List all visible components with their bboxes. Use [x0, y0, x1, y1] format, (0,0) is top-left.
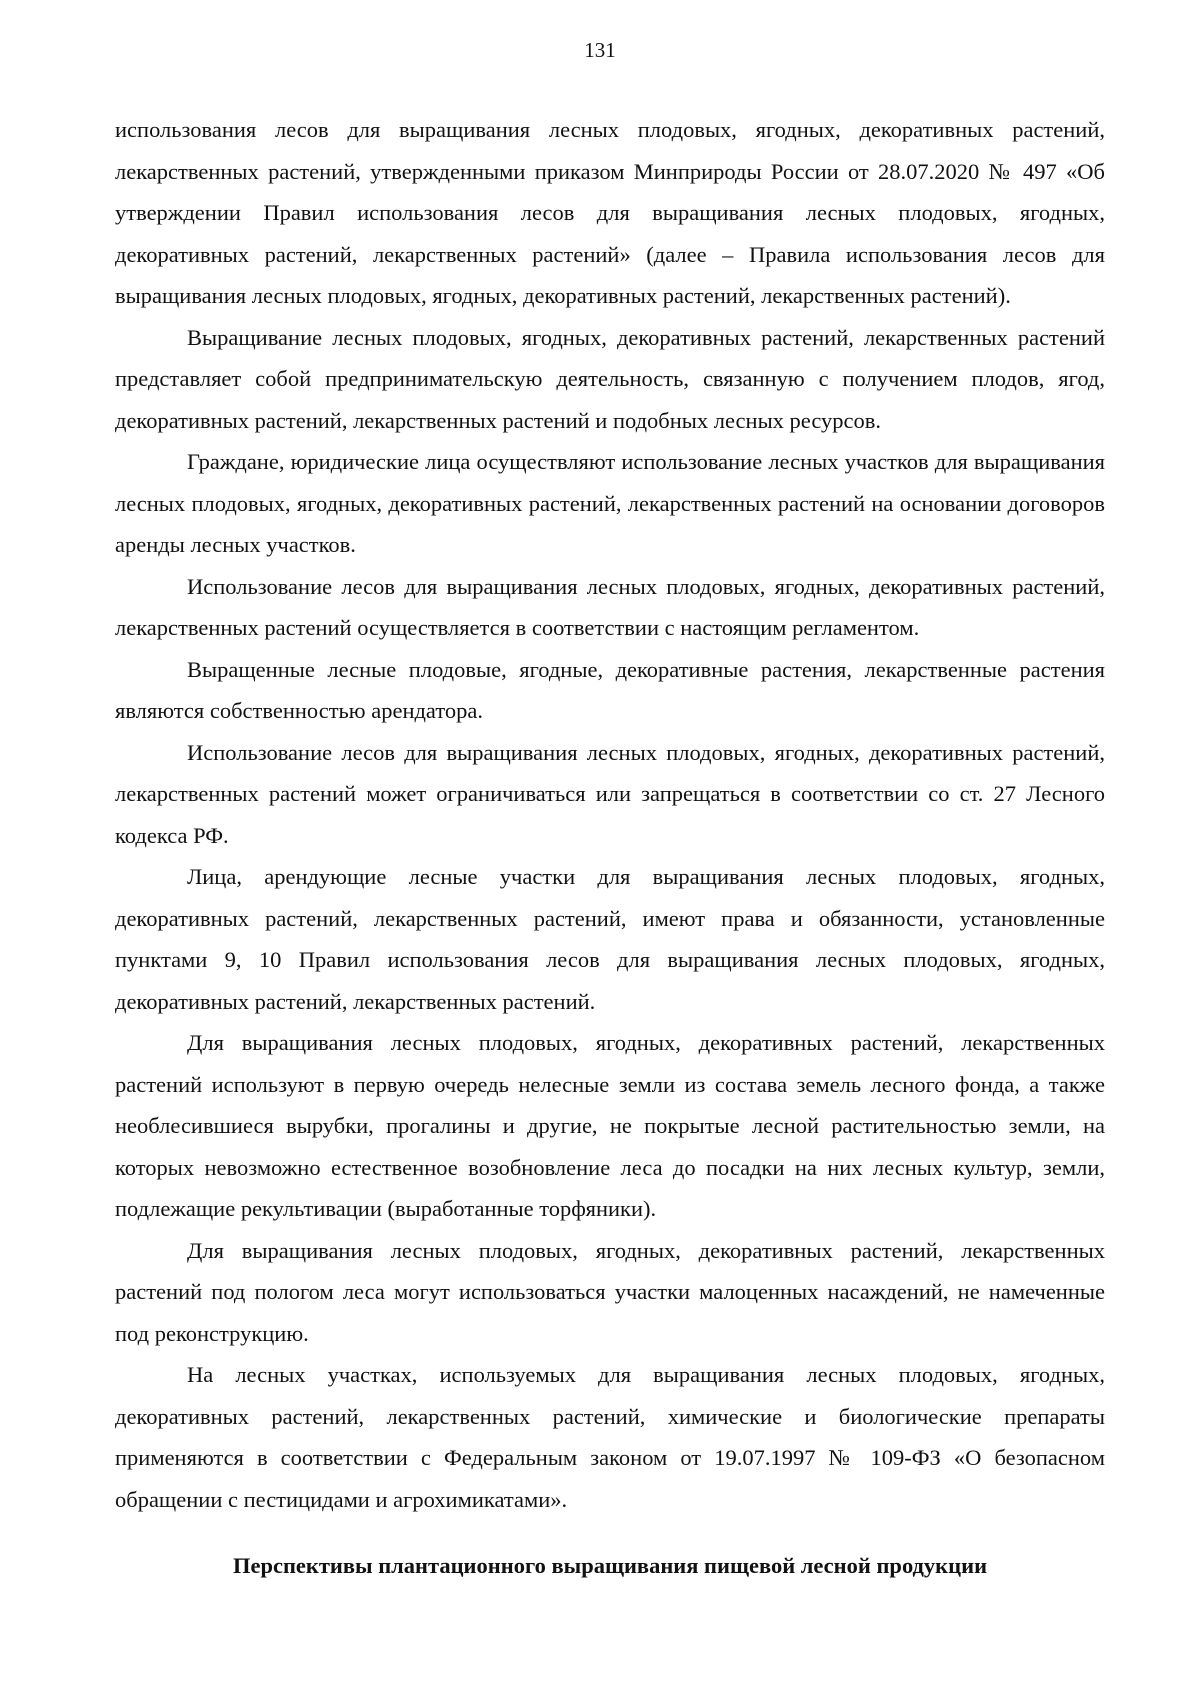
- page-number: 131: [584, 38, 616, 62]
- paragraph: Для выращивания лесных плодовых, ягодных, декоративных растений, лекарственных растений под пологом леса могут использоваться участки малоценных насаждений, не намеченные под реконструкцию.: [115, 1237, 1105, 1346]
- paragraph: Использование лесов для выращивания лесных плодовых, ягодных, декоративных растений, лекарственных растений может ограничиваться или запрещаться в соответствии со ст. 27 Лесного кодекса РФ.: [115, 739, 1105, 848]
- paragraph: Использование лесов для выращивания лесных плодовых, ягодных, декоративных растений, лекарственных растений осуществляется в соответствии с настоящим регламентом.: [115, 573, 1105, 640]
- paragraph: Для выращивания лесных плодовых, ягодных, декоративных растений, лекарственных растений используют в первую очередь нелесные земли из состава земель лесного фонда, а также необлесившиеся вырубки, прогалины и другие, не покрытые лесной растительностью земли, на которых невозможно естественное возобновление леса до посадки на них лесных культур, земли, подлежащие рекультивации (выработанные торфяники).: [115, 1030, 1105, 1221]
- paragraph-continuation: использования лесов для выращивания лесных плодовых, ягодных, декоративных растений, лекарственных растений, утвержденными приказом Минприроды России от 28.07.2020 № 497 «Об утверждении Правил использования лесов для выращивания лесных плодовых, ягодных, декоративных растений, лекарственных растений» (далее – Правила использования лесов для выращивания лесных плодовых, ягодных, декоративных растений, лекарственных растений).: [115, 117, 1105, 308]
- paragraph: Граждане, юридические лица осуществляют использование лесных участков для выращивания лесных плодовых, ягодных, декоративных растений, лекарственных растений на основании договоров аренды лесных участков.: [115, 449, 1105, 557]
- paragraph: Выращивание лесных плодовых, ягодных, декоративных растений, лекарственных растений представляет собой предпринимательскую деятельность, связанную с получением плодов, ягод, декоративных растений, лекарственных растений и подобных лесных ресурсов.: [115, 324, 1105, 433]
- document-body: [115, 109, 1105, 1587]
- section-heading: Перспективы плантационного выращивания пищевой лесной продукции: [232, 1553, 988, 1578]
- paragraph: Лица, арендующие лесные участки для выращивания лесных плодовых, ягодных, декоративных растений, лекарственных растений, имеют права и обязанности, установленные пунктами 9, 10 Правил использования лесов для выращивания лесных плодовых, ягодных, декоративных растений, лекарственных растений.: [115, 864, 1105, 1014]
- paragraph: Выращенные лесные плодовые, ягодные, декоративные растения, лекарственные растения являются собственностью арендатора.: [115, 656, 1105, 723]
- paragraph: На лесных участках, используемых для выращивания лесных плодовых, ягодных, декоративных растений, лекарственных растений, химические и биологические препараты применяются в соответствии с Федеральным законом от 19.07.1997 № 109-ФЗ «О безопасном обращении с пестицидами и агрохимикатами».: [115, 1362, 1105, 1512]
